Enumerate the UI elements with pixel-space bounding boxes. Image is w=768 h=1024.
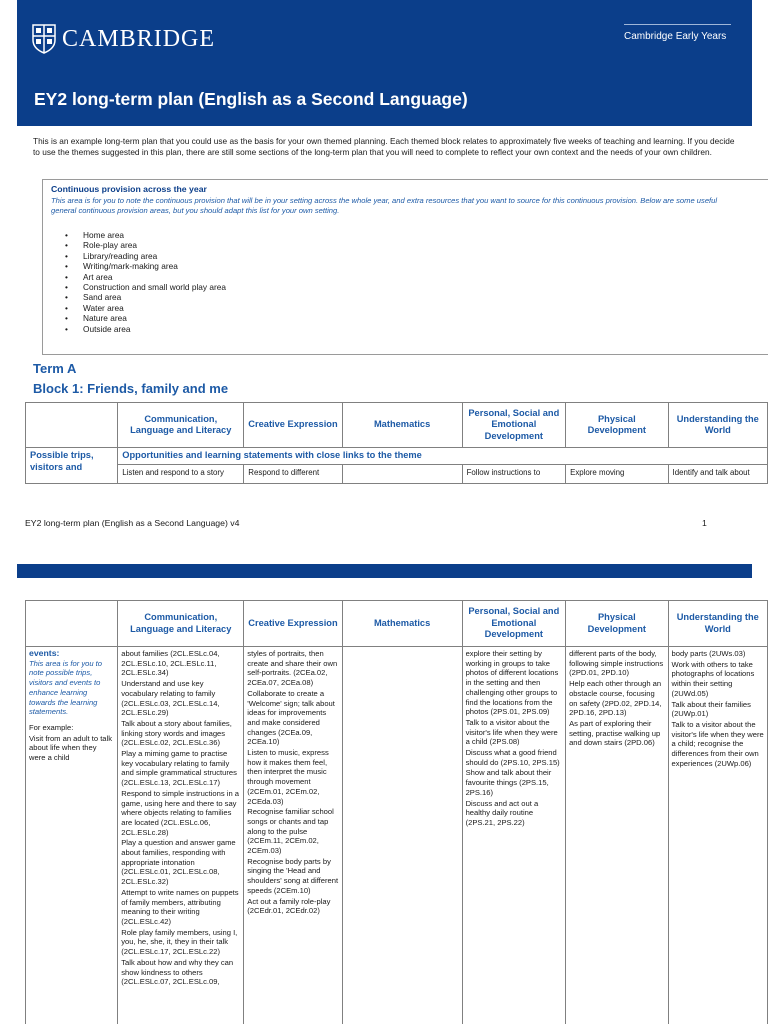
- header-banner: [17, 0, 752, 126]
- column-header-physical: Physical Development: [566, 601, 668, 647]
- term-heading: Term A: [33, 361, 77, 376]
- table-header-row: [26, 601, 768, 647]
- statement: Talk about their families (2UWp.01): [671, 699, 751, 719]
- list-item: • Art area: [65, 272, 226, 282]
- statement: Work with others to take photographs of locations within their setting (2UWd.05): [671, 659, 755, 698]
- statement: Talk about how and why they can show kindness to others (2CL.ESLc.07, 2CL.ESLc.09,: [121, 957, 234, 987]
- list-item: • Writing/mark-making area: [65, 261, 226, 271]
- shield-icon: [32, 24, 56, 54]
- page-title: EY2 long-term plan (English as a Second Language): [34, 89, 468, 109]
- empty-header-cell: [26, 601, 118, 647]
- provision-area-list: [65, 230, 226, 334]
- world-cell: [668, 647, 767, 1024]
- continuous-provision-description: This area is for you to note the continuous provision that will be in your setting across the whole year, and extra resources that you want to source for this continuous provision. Below are some useful general continuous provision areas, but you should adapt this list for your own setting.: [51, 196, 718, 215]
- events-example-label: For example:: [29, 722, 74, 732]
- statement: As part of exploring their setting, practise walking up and down stairs (2PD.06): [569, 718, 661, 748]
- events-example: Visit from an adult to talk about life when they were a child: [29, 733, 113, 763]
- statement: Talk to a visitor about the visitor's life when they were a child; recognise the differences from their own experiences (2UWp.06): [671, 719, 764, 768]
- header-divider: [624, 24, 731, 25]
- statement: Discuss and act out a healthy daily routine (2PS.21, 2PS.22): [465, 798, 539, 827]
- trips-label-cell: Possible trips, visitors and: [26, 448, 118, 484]
- table-cell: Follow instructions to: [462, 465, 566, 484]
- list-item: • Nature area: [65, 313, 226, 323]
- table-cell: Identify and talk about: [668, 465, 767, 484]
- column-header-maths: Mathematics: [342, 601, 462, 647]
- list-item: • Water area: [65, 303, 226, 313]
- column-header-world: Understanding the World: [668, 403, 767, 448]
- logo-text: CAMBRIDGE: [62, 25, 216, 52]
- statement: different parts of the body, following simple instructions (2PD.01, 2PD.10): [569, 649, 664, 678]
- table-cell: Respond to different: [244, 465, 342, 484]
- page-2-header-band: [17, 564, 752, 578]
- statement: explore their setting by working in groups to take photos of different locations in the setting and then challenging other groups to find the locations from the photos (2PS.01, 2PS.09): [465, 649, 559, 717]
- list-item: • Sand area: [65, 292, 226, 302]
- statement: body parts (2UWs.03): [671, 649, 746, 658]
- cambridge-logo: [32, 24, 215, 54]
- list-item: • Library/reading area: [65, 251, 226, 261]
- table-row: [26, 465, 768, 484]
- statement: styles of portraits, then create and share their own self-portraits. (2CEa.02, 2CEa.07, 2CEa.08): [247, 649, 338, 688]
- events-description: This area is for you to note possible trips, visitors and events to enhance learning towards the learning statements.: [29, 658, 103, 717]
- column-header-creative: Creative Expression: [244, 601, 342, 647]
- intro-paragraph: This is an example long-term plan that you could use as the basis for your own themed planning. Each themed block relates to approximately five weeks of teaching and learning. If you decide to use the themes suggested in this plan, there are still some sections of the long-term plan that you will need to complete to reflect your own context and the needs of your own children.: [33, 136, 735, 157]
- events-cell: [26, 647, 118, 1024]
- column-header-maths: Mathematics: [342, 403, 462, 448]
- table-header-row: [26, 403, 768, 448]
- table-cell: [342, 465, 462, 484]
- physical-cell: [566, 647, 668, 1024]
- statement: Help each other through an obstacle course, focusing on safety (2PD.02, 2PD.14, 2PD.16, 2PD.13): [569, 679, 662, 718]
- column-header-cll: Communication, Language and Literacy: [118, 403, 244, 448]
- statement: Talk to a visitor about the visitor's life when they were a child (2PS.08): [465, 717, 558, 747]
- statement: Discuss what a good friend should do (2PS.10, 2PS.15): [465, 748, 560, 767]
- maths-cell: [342, 647, 462, 1024]
- statement: Collaborate to create a 'Welcome' sign; talk about ideas for improvements and make considered changes (2CEa.09, 2CEa.10): [247, 688, 335, 747]
- list-item: • Home area: [65, 230, 226, 240]
- statement: Show and talk about their favourite things (2PS.15, 2PS.16): [465, 768, 552, 797]
- statement: Respond to simple instructions in a game, using here and there to say where objects relating to families are located (2CL.ESLc.06, 2CL.ESLc.28): [121, 788, 239, 837]
- column-header-creative: Creative Expression: [244, 403, 342, 448]
- statement: about families (2CL.ESLc.04, 2CL.ESLc.10, 2CL.ESLc.11, 2CL.ESLc.34): [121, 649, 220, 678]
- block-heading: Block 1: Friends, family and me: [33, 381, 229, 396]
- continuous-provision-heading: Continuous provision across the year: [51, 184, 207, 194]
- list-item: • Construction and small world play area: [65, 282, 226, 292]
- footer-document-title: EY2 long-term plan (English as a Second Language) v4: [25, 518, 240, 528]
- list-item: • Role-play area: [65, 240, 226, 250]
- table-cell: Listen and respond to a story: [118, 465, 244, 484]
- plan-table-page-2: [25, 600, 768, 1024]
- psed-cell: [462, 647, 566, 1024]
- table-cell: Explore moving: [566, 465, 668, 484]
- column-header-world: Understanding the World: [668, 601, 767, 647]
- events-heading: events:: [29, 648, 60, 658]
- creative-cell: [244, 647, 342, 1024]
- statement: Play a miming game to practise key vocabulary relating to family and simple grammatical structures (2CL.ESLc.13, 2CL.ESLc.17): [121, 749, 237, 788]
- column-header-psed: Personal, Social and Emotional Development: [462, 403, 566, 448]
- page-number: 1: [702, 518, 707, 528]
- statement: Understand and use key vocabulary relating to family (2CL.ESLc.03, 2CL.ESLc.14, 2CL.ESLc.29): [121, 679, 220, 718]
- statement: Talk about a story about families, linking story words and images (2CL.ESLc.02, 2CL.ESLc.36): [121, 718, 232, 748]
- statement: Play a question and answer game about families, responding with appropriate intonation (2CL.ESLc.01, 2CL.ESLc.08, 2CL.ESLc.32): [121, 838, 236, 887]
- table-row: [26, 448, 768, 465]
- statement: Role play family members, using I, you, he, she, it, they in their talk (2CL.ESLc.17, 2CL.ESLc.22): [121, 927, 238, 957]
- plan-table-page-1: [25, 402, 768, 484]
- column-header-cll: Communication, Language and Literacy: [118, 601, 244, 647]
- header-programme-label: Cambridge Early Years: [624, 31, 727, 42]
- list-item: • Outside area: [65, 324, 226, 334]
- statement: Attempt to write names on puppets of family members, attributing meaning to their writing (2CL.ESLc.42): [121, 887, 239, 926]
- statement: Recognise body parts by singing the 'Head and shoulders' song at different speeds (2CEm.10): [247, 856, 339, 895]
- empty-header-cell: [26, 403, 118, 448]
- statement: Listen to music, express how it makes them feel, then interpret the music through movement (2CEm.01, 2CEm.02, 2CEda.03): [247, 748, 329, 806]
- cll-cell: [118, 647, 244, 1024]
- column-header-psed: Personal, Social and Emotional Development: [462, 601, 566, 647]
- statement: Act out a family role-play (2CEdr.01, 2CEdr.02): [247, 896, 331, 916]
- column-header-physical: Physical Development: [566, 403, 668, 448]
- opportunities-heading: Opportunities and learning statements with close links to the theme: [118, 448, 768, 465]
- table-row: [26, 647, 768, 1024]
- continuous-provision-box: [42, 179, 768, 355]
- statement: Recognise familiar school songs or chants and tap along to the pulse (2CEm.11, 2CEm.02, 2CEm.03): [247, 807, 334, 856]
